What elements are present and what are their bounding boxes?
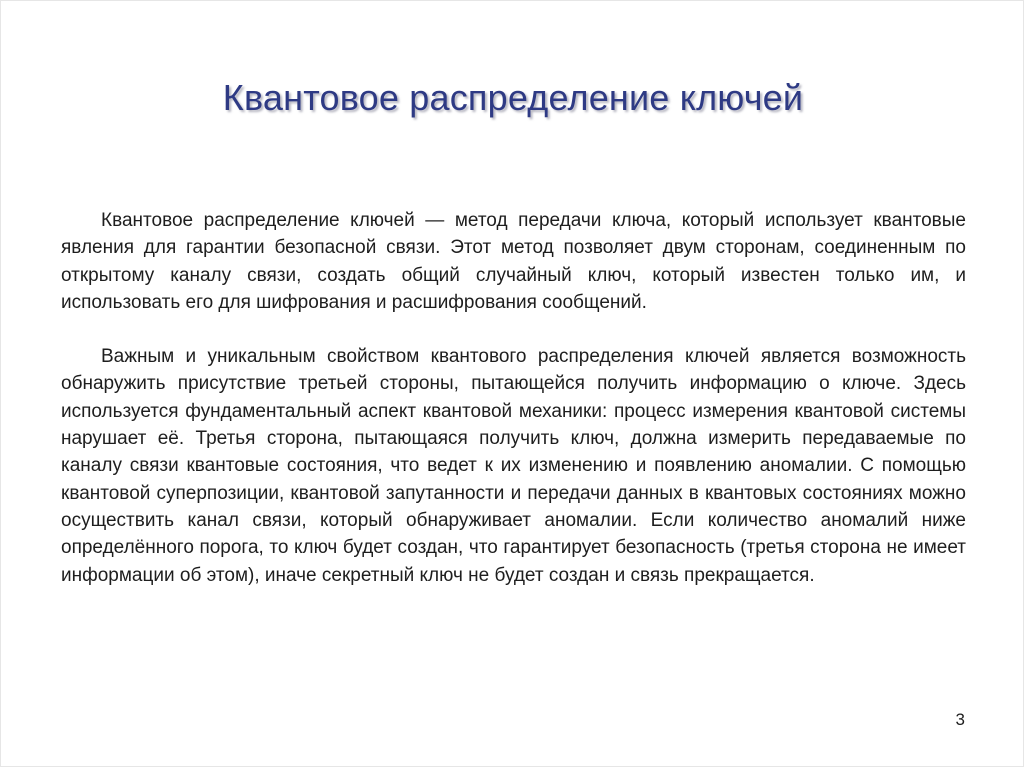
page-number: 3	[955, 710, 965, 729]
paragraph-definition: Квантовое распределение ключей — метод передачи ключа, который использует квантовые явления для гарантии безопасной связи. Этот метод позволяет двум сторонам, соединенным по открытому каналу связи, создать общий случайный ключ, который известен только им, и использовать его для шифрования и расшифрования сообщений.	[61, 210, 966, 313]
slide-title: Квантовое распределение ключей	[222, 77, 804, 118]
slide-body	[61, 207, 966, 589]
paragraph-eavesdropper-detection: Важным и уникальным свойством квантового распределения ключей является возможность обнаружить присутствие третьей стороны, пытающейся получить информацию о ключе. Здесь используется фундаментальный аспект квантовой механики: процесс измерения квантовой системы нарушает её. Третья сторона, пытающаяся получить ключ, должна измерить передаваемые по каналу связи квантовые состояния, что ведет к их изменению и появлению аномалии. С помощью квантовой суперпозиции, квантовой запутанности и передачи данных в квантовых состояниях можно осуществить канал связи, который обнаруживает аномалии. Если количество аномалий ниже определённого порога, то ключ будет создан, что гарантирует безопасность (третья сторона не имеет информации об этом), иначе секретный ключ не будет создан и связь прекращается.	[61, 346, 966, 586]
